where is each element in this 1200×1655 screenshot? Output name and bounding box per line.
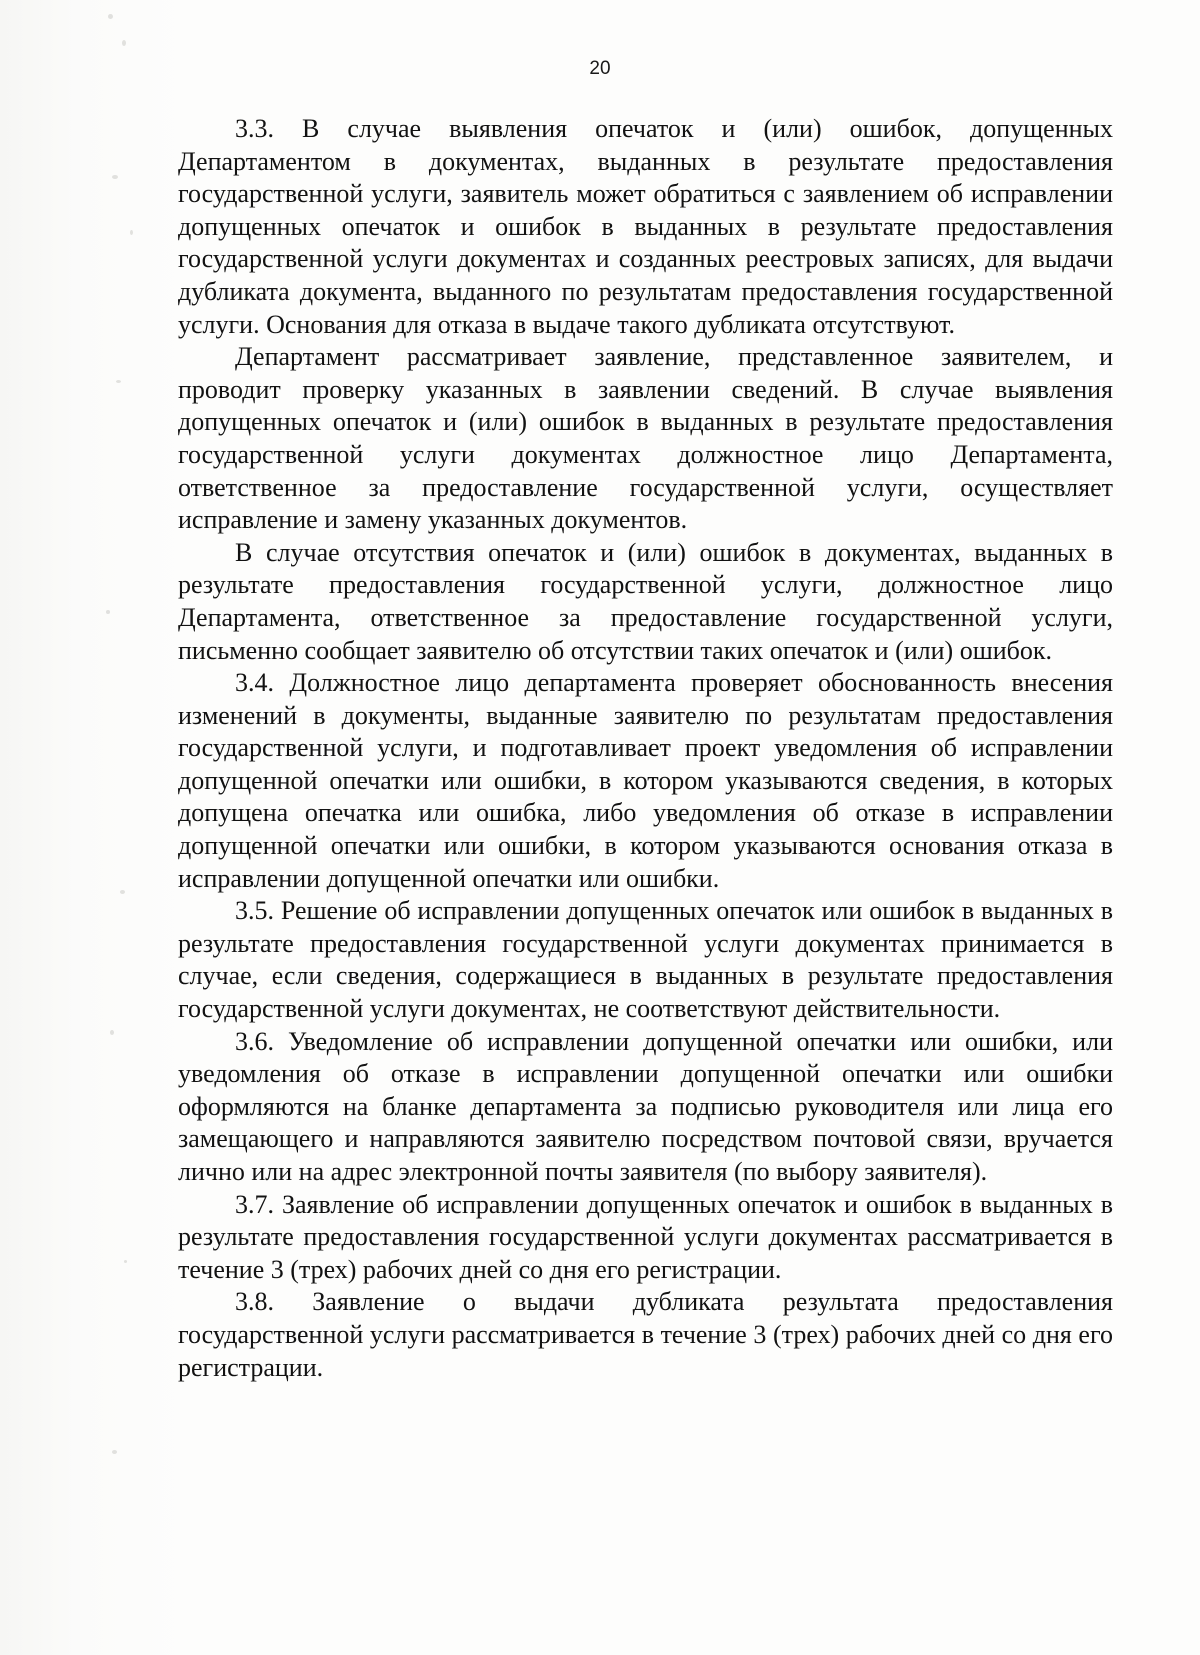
paragraph-3-5: 3.5. Решение об исправлении допущенных опечаток или ошибок в выданных в результате предоставления государственной услуги документах принимается в случае, если сведения, содержащиеся в выданных в результате предоставления государственной услуги документах, не соответствуют действительности.	[178, 896, 1113, 1024]
paragraph-3-7: 3.7. Заявление об исправлении допущенных опечаток и ошибок в выданных в результате предоставления государственной услуги документах рассматривается в течение 3 (трех) рабочих дней со дня его регистрации.	[178, 1189, 1113, 1284]
paragraph-3-8: 3.8. Заявление о выдачи дубликата результата предоставления государственной услуги рассматривается в течение 3 (трех) рабочих дней со дня его регистрации.	[178, 1287, 1113, 1382]
paragraph-3-6: 3.6. Уведомление об исправлении допущенной опечатки или ошибки, или уведомления об отказе в исправлении допущенной опечатки или ошибки оформляются на бланке департамента за подписью руководителя или лица его замещающего и направляются заявителю посредством почтовой связи, вручается лично или на адрес электронной почты заявителя (по выбору заявителя).	[178, 1026, 1113, 1186]
scan-binding-edge	[0, 0, 190, 1655]
page-number: 20	[589, 58, 611, 79]
paragraph-3-3: 3.3. В случае выявления опечаток и (или) ошибок, допущенных Департаментом в документах, выданных в результате предоставления государственной услуги, заявитель может обратиться с заявлением об исправлении допущенных опечаток и ошибок в выданных в результате предоставления государственной услуги документах и созданных реестровых записях, для выдачи дубликата документа, выданного по результатам предоставления государственной услуги. Основания для отказа в выдаче такого дубликата отсутствуют.	[178, 114, 1113, 339]
paragraph-3-4: 3.4. Должностное лицо департамента проверяет обоснованность внесения изменений в документы, выданные заявителю по результатам предоставления государственной услуги, и подготавливает проект уведомления об исправлении допущенной опечатки или ошибки, в котором указываются сведения, в которых допущена опечатка или ошибка, либо уведомления об отказе в исправлении допущенной опечатки или ошибки, в котором указываются основания отказа в исправлении допущенной опечатки или ошибки.	[178, 668, 1113, 893]
paragraph-department-review: Департамент рассматривает заявление, представленное заявителем, и проводит проверку указанных в заявлении сведений. В случае выявления допущенных опечаток и (или) ошибок в выданных в результате предоставления государственной услуги документах должностное лицо Департамента, ответственное за предоставление государственной услуги, осуществляет исправление и замену указанных документов.	[178, 342, 1113, 535]
paragraph-no-errors: В случае отсутствия опечаток и (или) ошибок в документах, выданных в результате предоставления государственной услуги, должностное лицо Департамента, ответственное за предоставление государственной услуги, письменно сообщает заявителю об отсутствии таких опечаток и (или) ошибок.	[178, 537, 1113, 665]
document-body	[178, 113, 1113, 1384]
